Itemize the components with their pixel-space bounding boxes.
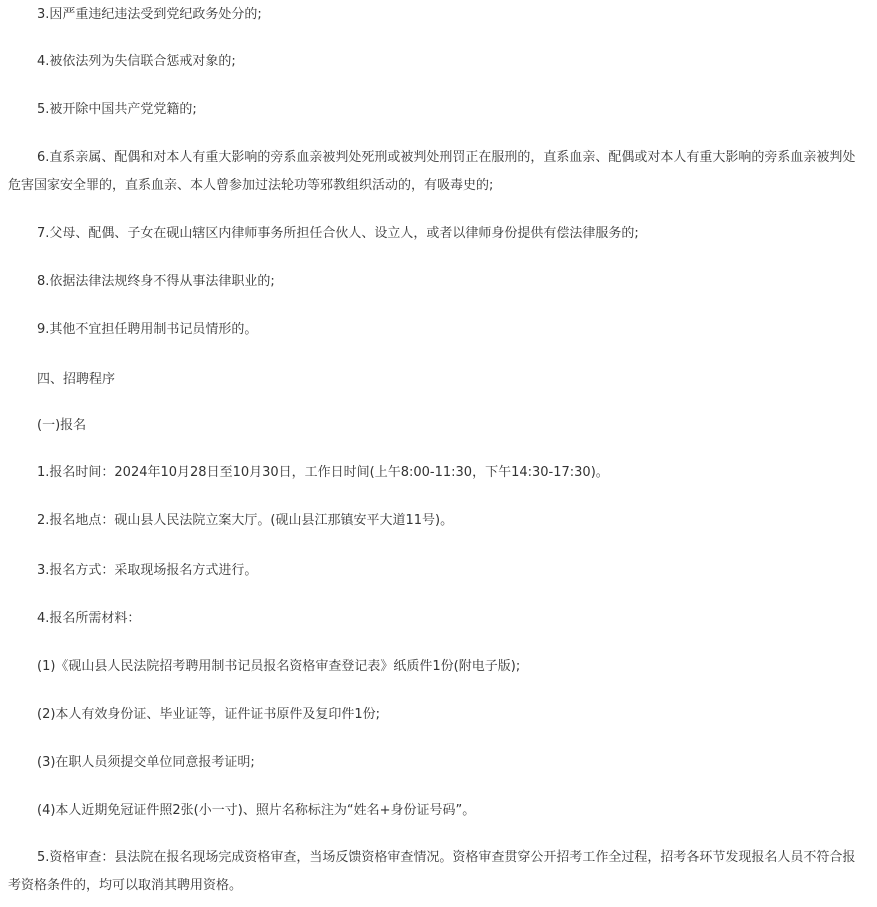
paragraph-disqualification-7: 7.父母、配偶、子女在砚山辖区内律师事务所担任合伙人、设立人，或者以律师身份提供有偿法律服务的;: [37, 226, 639, 241]
paragraph-registration-time: 1.报名时间：2024年10月28日至10月30日，工作日时间(上午8:00-11:30，下午14:30-17:30)。: [37, 465, 609, 480]
paragraph-disqualification-6: 6.直系亲属、配偶和对本人有重大影响的旁系血亲被判处死刑或被判处刑罚正在服刑的，直系血亲、配偶或对本人有重大影响的旁系血亲被判处危害国家安全罪的，直系血亲、本人曾参加过法轮功等邪教组织活动的，有吸毒史的;: [8, 150, 856, 193]
paragraph-required-materials: 4.报名所需材料：: [37, 611, 141, 626]
paragraph-registration-location: 2.报名地点：砚山县人民法院立案大厅。(砚山县江那镇安平大道11号)。: [37, 513, 454, 528]
paragraph-disqualification-5: 5.被开除中国共产党党籍的;: [37, 102, 197, 117]
paragraph-material-3: (3)在职人员须提交单位同意报考证明;: [37, 755, 255, 770]
paragraph-disqualification-4: 4.被依法列为失信联合惩戒对象的;: [37, 54, 236, 69]
paragraph-registration-method: 3.报名方式：采取现场报名方式进行。: [37, 563, 258, 578]
paragraph-disqualification-3: 3.因严重违纪违法受到党纪政务处分的;: [37, 7, 262, 22]
paragraph-material-2: (2)本人有效身份证、毕业证等，证件证书原件及复印件1份;: [37, 707, 381, 722]
section-heading-procedure: 四、招聘程序: [37, 372, 116, 387]
paragraph-material-4: (4)本人近期免冠证件照2张(小一寸)、照片名称标注为“姓名+身份证号码”。: [37, 803, 476, 818]
paragraph-disqualification-8: 8.依据法律法规终身不得从事法律职业的;: [37, 274, 275, 289]
paragraph-material-1: (1)《砚山县人民法院招考聘用制书记员报名资格审查登记表》纸质件1份(附电子版);: [37, 659, 521, 674]
paragraph-qualification-review: 5.资格审查：县法院在报名现场完成资格审查，当场反馈资格审查情况。资格审查贯穿公开招考工作全过程，招考各环节发现报名人员不符合报考资格条件的，均可以取消其聘用资格。: [8, 850, 856, 893]
subsection-heading-registration: (一)报名: [37, 418, 87, 433]
paragraph-disqualification-9: 9.其他不宜担任聘用制书记员情形的。: [37, 322, 258, 337]
